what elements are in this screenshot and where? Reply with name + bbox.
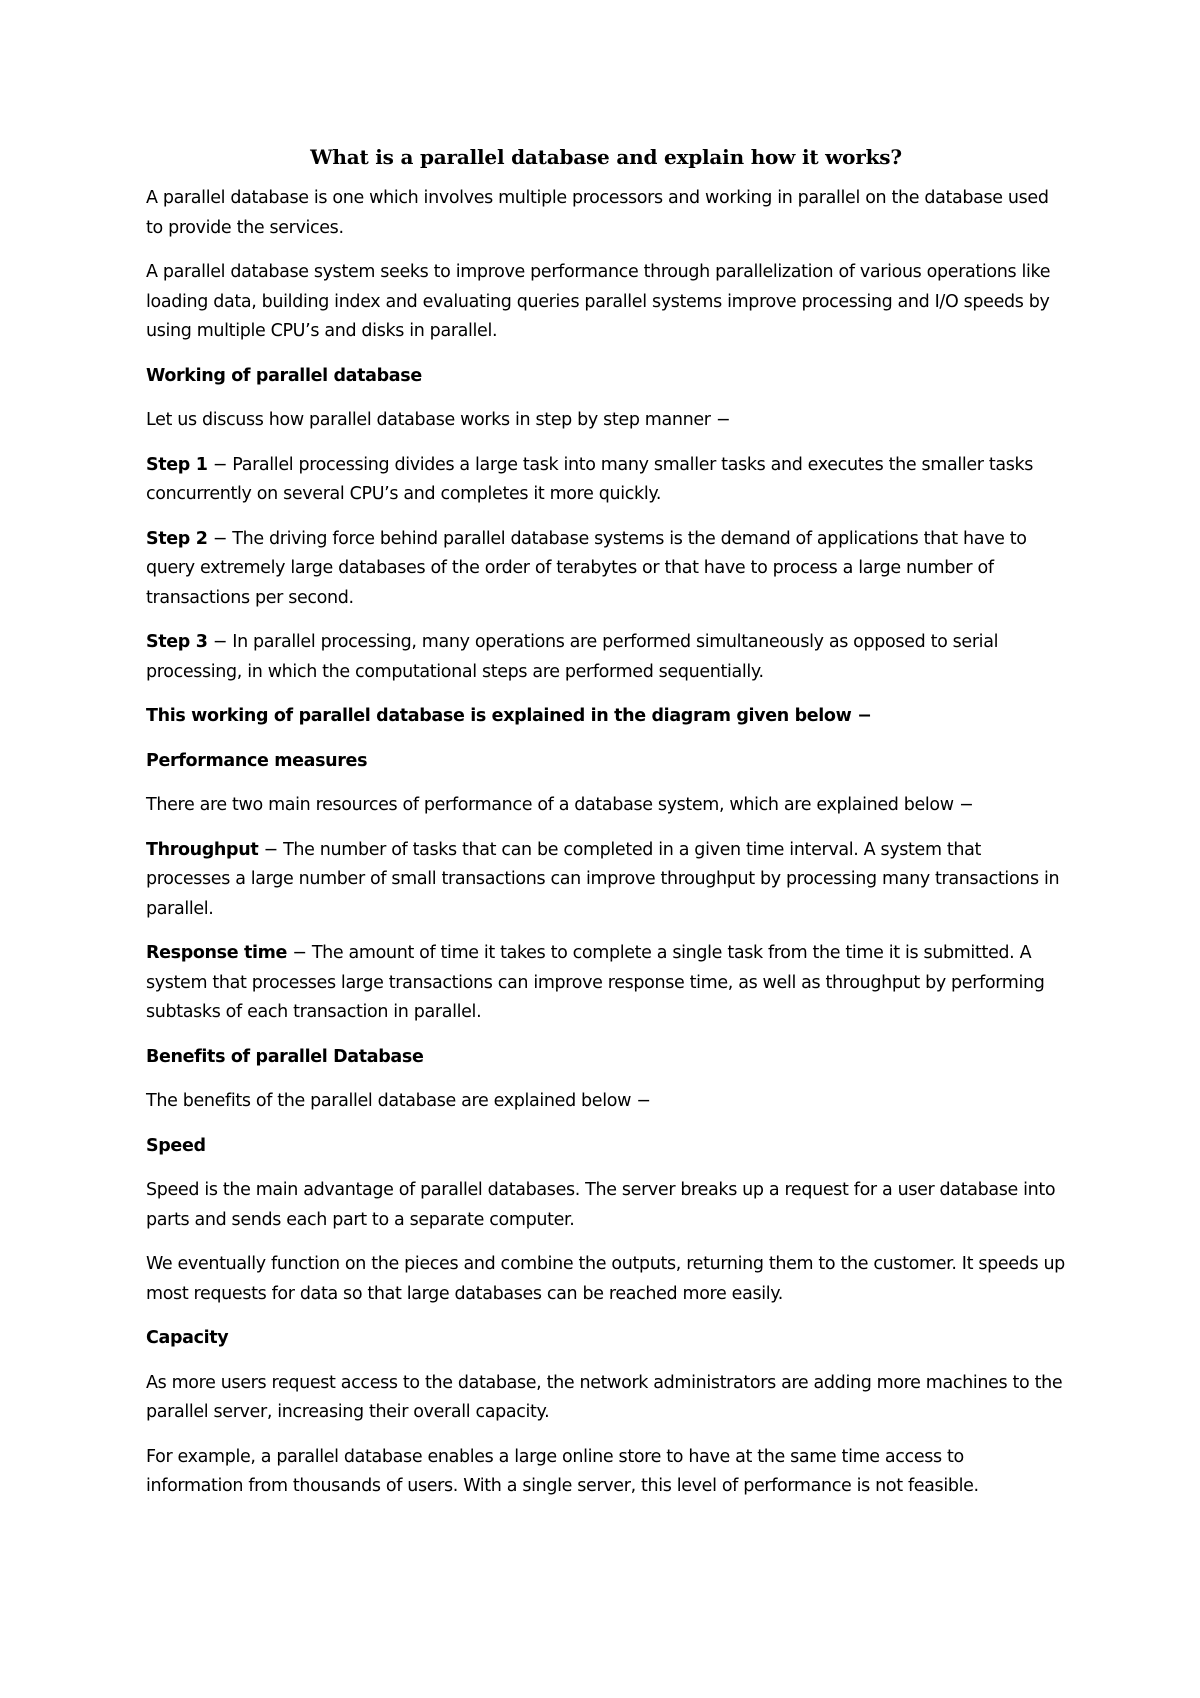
throughput-label: Throughput: [146, 839, 259, 860]
capacity-paragraph-2: For example, a parallel database enables a large online store to have at the same time access to information from thousands of users. With a single server, this level of performance is not feasible.: [146, 1446, 979, 1496]
step-3-paragraph: [146, 628, 1066, 687]
capacity-heading: Capacity: [146, 1328, 229, 1348]
document-body: [146, 142, 1066, 1517]
page-title: What is a parallel database and explain how it works?: [310, 145, 902, 169]
step-3-label: Step 3: [146, 632, 208, 652]
intro-paragraph-2: A parallel database system seeks to improve performance through parallelization of various operations like loading data, building index and evaluating queries parallel systems improve processing and I/O speeds by using multiple CPU’s and disks in parallel.: [146, 262, 1051, 341]
response-time-label: Response time: [146, 943, 288, 963]
working-heading: Working of parallel database: [146, 365, 422, 386]
diagram-note: This working of parallel database is explained in the diagram given below −: [146, 706, 872, 726]
working-intro: Let us discuss how parallel database works in step by step manner −: [146, 410, 731, 430]
benefits-intro: The benefits of the parallel database are explained below −: [146, 1091, 651, 1111]
performance-intro: There are two main resources of performance of a database system, which are explained below −: [146, 795, 974, 815]
throughput-paragraph: [146, 836, 1066, 925]
benefits-heading: Benefits of parallel Database: [146, 1046, 424, 1067]
step-2-paragraph: [146, 525, 1066, 614]
step-2-label: Step 2: [146, 528, 208, 549]
speed-paragraph-1: Speed is the main advantage of parallel databases. The server breaks up a request for a user database into parts and sends each part to a separate computer.: [146, 1180, 1056, 1230]
performance-heading: Performance measures: [146, 750, 368, 771]
speed-heading: Speed: [146, 1135, 206, 1156]
capacity-paragraph-1: As more users request access to the database, the network administrators are adding more machines to the parallel server, increasing their overall capacity.: [146, 1372, 1063, 1422]
step-1-label: Step 1: [146, 454, 208, 475]
step-1-text: − Parallel processing divides a large task into many smaller tasks and executes the smaller tasks concurrently on several CPU’s and completes it more quickly.: [146, 454, 1034, 504]
speed-paragraph-2: We eventually function on the pieces and combine the outputs, returning them to the customer. It speeds up most requests for data so that large databases can be reached more easily.: [146, 1254, 1065, 1304]
step-3-text: − In parallel processing, many operations are performed simultaneously as opposed to serial processing, in which the computational steps are performed sequentially.: [146, 632, 999, 682]
throughput-text: − The number of tasks that can be completed in a given time interval. A system that processes a large number of small transactions can improve throughput by processing many transactions in parallel.: [146, 839, 1060, 919]
response-time-text: − The amount of time it takes to complete a single task from the time it is submitted. A system that processes large transactions can improve response time, as well as throughput by performing subtasks of each transaction in parallel.: [146, 943, 1045, 1022]
step-1-paragraph: [146, 451, 1066, 510]
step-2-text: − The driving force behind parallel database systems is the demand of applications that have to query extremely large databases of the order of terabytes or that have to process a large number of transactions per second.: [146, 528, 1027, 608]
intro-paragraph-1: A parallel database is one which involves multiple processors and working in parallel on the database used to provide the services.: [146, 188, 1049, 238]
response-time-paragraph: [146, 939, 1066, 1028]
